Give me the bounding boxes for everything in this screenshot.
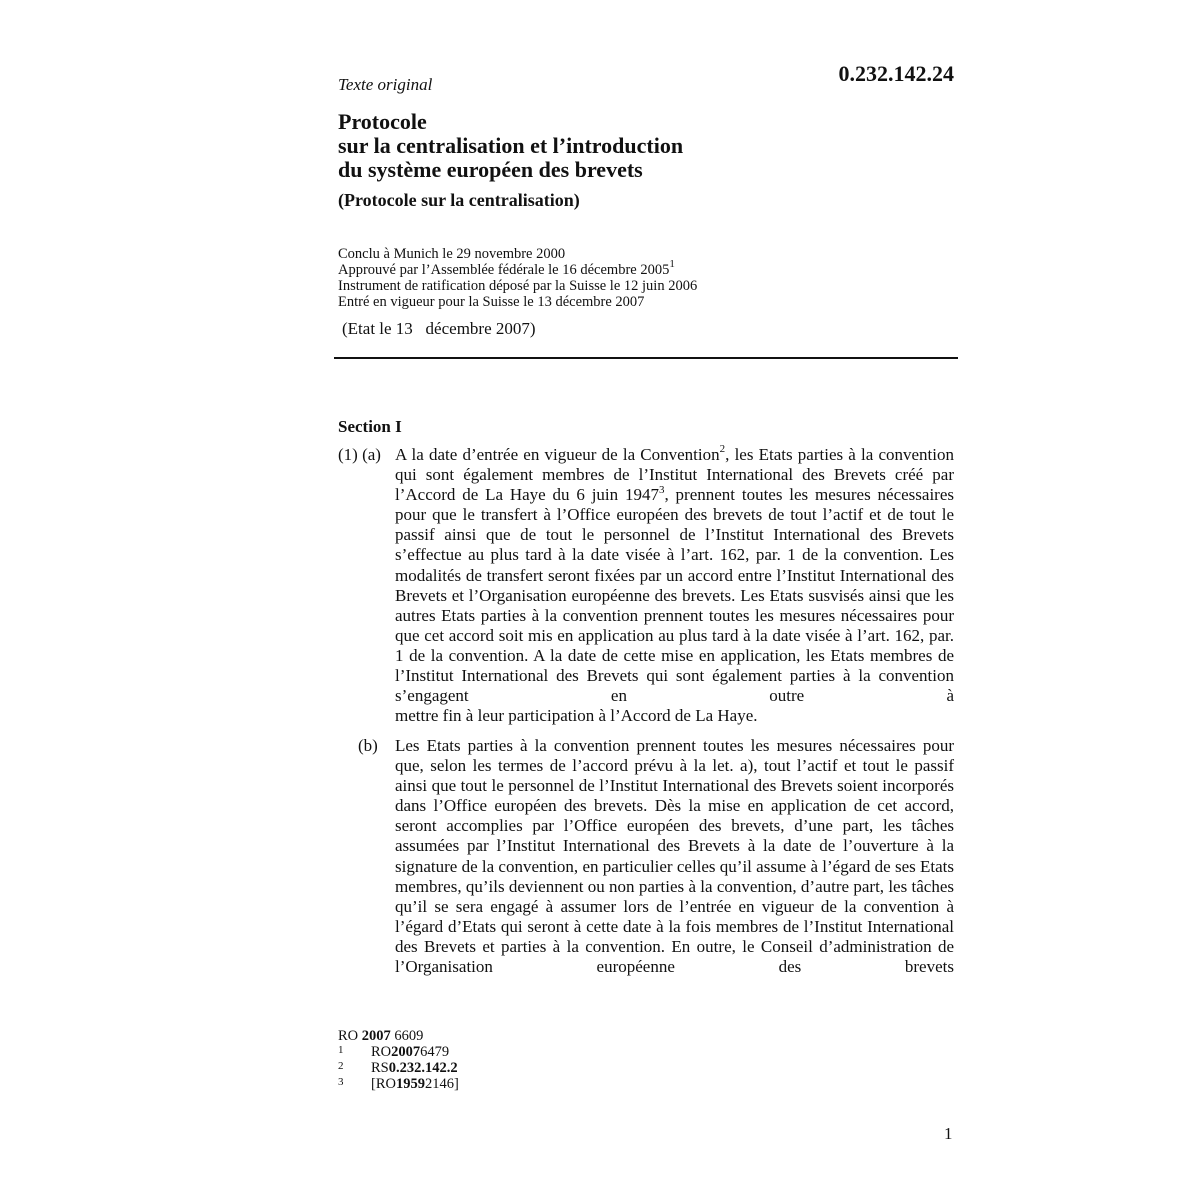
footnote: 2 RS 0.232.142.2 (338, 1060, 458, 1076)
footnote-ref: 1 (669, 258, 675, 271)
meta-entry: Entré en vigueur pour la Suisse le 13 décembre 2007 (338, 294, 645, 310)
paragraph-b-text: Les Etats parties à la convention prennent toutes les mesures nécessaires pour que, selon les termes de l’accord prévu à la let. a), tout l’actif et tout le passif ainsi que tout le personnel de l’Institut International des Brevets soient incorporés dans l’Office européen des brevets. Dès la mise en application de cet accord, seront accomplies par l’Office européen des brevets, d’une part, les tâches assumées par l’Institut International des Brevets à la date de l’ouverture à la signature de la convention, en particulier celles qu’il assume à l’égard de ses Etats membres, qu’ils deviennent ou non parties à la convention, d’autre part, les tâches qu’il se sera engagé à assumer lors de l’entrée en vigueur de la convention à l’égard d’Etats qui seront à cette date à la fois membres de l’Institut International des Brevets et parties à la convention. En outre, le Conseil d’administration de l’Organisation européenne des brevets (395, 736, 954, 977)
etat-date: (Etat le 13 décembre 2007) (342, 319, 536, 338)
paragraph-label-1a: (1) (a) (338, 445, 381, 464)
document-title (338, 110, 938, 182)
title-line: sur la centralisation et l’introduction (338, 133, 684, 158)
paragraph-label-b: (b) (358, 736, 378, 755)
footnote: 3 [RO 1959 2146] (338, 1076, 459, 1092)
texte-original-label: Texte original (338, 75, 433, 94)
footnote-ref: 2 (719, 443, 726, 456)
meta-ratification: Instrument de ratification déposé par la Suisse le 12 juin 2006 (338, 278, 698, 294)
meta-concluded: Conclu à Munich le 29 novembre 2000 (338, 246, 566, 262)
footnote-ref: 3 (658, 483, 665, 496)
document-number: 0.232.142.24 (838, 61, 954, 86)
section-heading: Section I (338, 417, 402, 436)
title-line: Protocole (338, 109, 427, 134)
paragraph-1a-text: A la date d’entrée en vigueur de la Convention$^2$, les Etats parties à la convention qui sont également membres de l’Institut International des Brevets créé par l’Accord de La Haye du 6 juin 1947$^3$, prennent toutes les mesures nécessaires pour que le transfert à l’Office européen des brevets de tout l’actif et de tout le passif ainsi que de tout le personnel de l’Institut International des Brevets s’effectue au plus tard à la date visée à l’art. 162, par. 1 de la convention. Les modalités de transfert seront fixées par un accord entre l’Institut International des Brevets et l’Organisation européenne des brevets. Les Etats susvisés ainsi que les autres Etats parties à la convention prennent toutes les mesures nécessaires pour que cet accord soit mis en application au plus tard à la date visée à l’art. 162, par. 1 de la convention. A la date de cette mise en application, les Etats membres de l’Institut International des Brevets qui sont également parties à la convention s’engagent en outre à mettre fin à leur participation à l’Accord de La Haye. (395, 443, 954, 726)
title-line: du système européen des brevets (338, 157, 643, 182)
footnote: 1 RO 2007 6479 (338, 1044, 450, 1060)
header-divider (334, 357, 958, 359)
metadata-block (338, 246, 697, 310)
meta-approved: Approuvé par l’Assemblée fédérale le 16 décembre 2005$^1$ (338, 258, 675, 278)
document-subtitle: (Protocole sur la centralisation) (338, 190, 580, 210)
page-number: 1 (944, 1124, 953, 1143)
ro-reference: RO 2007 6609 (338, 1028, 424, 1044)
footnotes-block (338, 1028, 459, 1092)
